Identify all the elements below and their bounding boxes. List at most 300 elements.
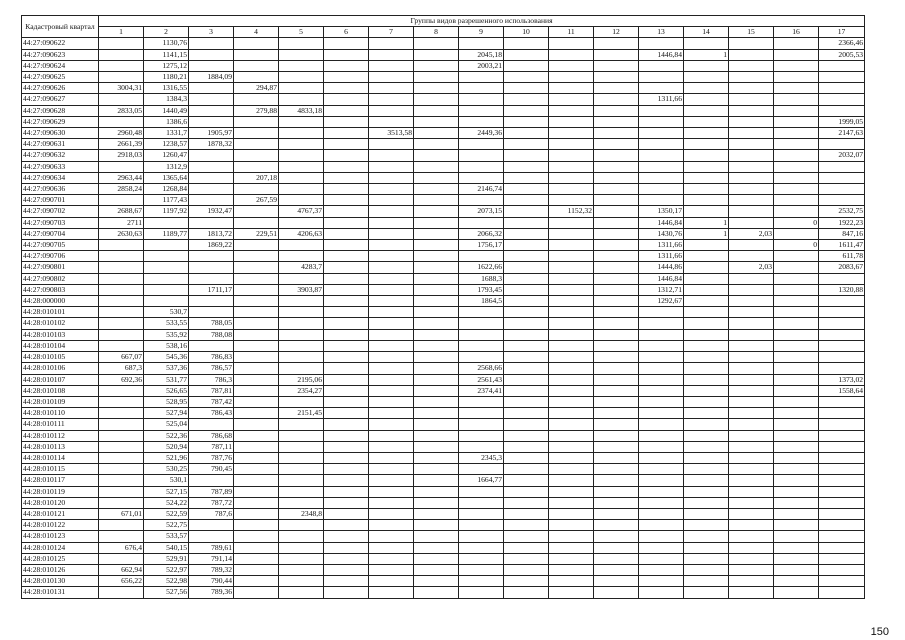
value-cell	[369, 273, 414, 284]
value-cell	[234, 464, 279, 475]
value-cell: 2073,15	[459, 206, 504, 217]
value-cell	[324, 475, 369, 486]
value-cell: 2348,8	[279, 508, 324, 519]
value-cell	[414, 430, 459, 441]
value-cell: 1756,17	[459, 240, 504, 251]
value-cell	[234, 576, 279, 587]
value-cell	[324, 329, 369, 340]
value-cell	[729, 240, 774, 251]
value-cell: 1180,21	[144, 72, 189, 83]
value-cell	[819, 172, 865, 183]
value-cell	[594, 262, 639, 273]
value-cell: 535,92	[144, 329, 189, 340]
value-cell	[594, 497, 639, 508]
value-cell: 1444,86	[639, 262, 684, 273]
value-cell	[549, 396, 594, 407]
cadastral-quarter-cell: 44:28:010107	[22, 374, 99, 385]
value-cell	[99, 318, 144, 329]
value-cell	[729, 564, 774, 575]
value-cell	[594, 564, 639, 575]
value-cell	[819, 296, 865, 307]
value-cell	[639, 430, 684, 441]
value-cell	[549, 273, 594, 284]
value-cell	[504, 161, 549, 172]
value-cell	[594, 475, 639, 486]
value-cell	[369, 363, 414, 374]
value-cell	[774, 464, 819, 475]
table-row	[22, 251, 865, 262]
value-cell	[144, 284, 189, 295]
value-cell	[189, 60, 234, 71]
value-cell	[234, 150, 279, 161]
value-cell	[369, 374, 414, 385]
value-cell: 1869,22	[189, 240, 234, 251]
value-cell	[324, 284, 369, 295]
value-cell	[549, 262, 594, 273]
value-cell	[189, 116, 234, 127]
value-cell	[504, 542, 549, 553]
value-cell	[729, 520, 774, 531]
value-cell	[774, 83, 819, 94]
table-row	[22, 172, 865, 183]
value-cell	[774, 340, 819, 351]
value-cell	[459, 553, 504, 564]
cadastral-quarter-cell: 44:28:010126	[22, 564, 99, 575]
value-cell: 1311,66	[639, 251, 684, 262]
value-cell	[324, 486, 369, 497]
value-cell	[549, 441, 594, 452]
value-cell	[684, 553, 729, 564]
value-cell	[324, 385, 369, 396]
value-cell	[459, 251, 504, 262]
cadastral-quarter-cell: 44:27:090628	[22, 105, 99, 116]
value-cell	[594, 49, 639, 60]
value-cell	[369, 408, 414, 419]
value-cell	[819, 475, 865, 486]
value-cell: 0	[774, 240, 819, 251]
value-cell	[279, 430, 324, 441]
value-cell	[459, 542, 504, 553]
value-cell	[684, 273, 729, 284]
value-cell	[279, 116, 324, 127]
value-cell	[279, 38, 324, 49]
value-cell	[459, 576, 504, 587]
value-cell	[774, 576, 819, 587]
cadastral-quarter-cell: 44:27:090630	[22, 128, 99, 139]
value-cell	[549, 296, 594, 307]
value-cell	[144, 217, 189, 228]
value-cell	[414, 150, 459, 161]
value-cell	[99, 116, 144, 127]
value-cell: 527,56	[144, 587, 189, 598]
value-cell	[459, 307, 504, 318]
value-cell	[189, 94, 234, 105]
value-cell	[189, 273, 234, 284]
value-cell	[639, 520, 684, 531]
value-cell	[684, 486, 729, 497]
value-cell	[774, 150, 819, 161]
value-cell	[774, 161, 819, 172]
value-cell	[99, 441, 144, 452]
value-cell	[594, 72, 639, 83]
value-cell	[729, 587, 774, 598]
value-cell: 522,75	[144, 520, 189, 531]
value-cell	[729, 542, 774, 553]
value-cell	[774, 553, 819, 564]
value-cell	[99, 38, 144, 49]
value-cell	[279, 83, 324, 94]
value-cell	[324, 150, 369, 161]
value-cell	[324, 576, 369, 587]
cadastral-quarter-cell: 44:27:090705	[22, 240, 99, 251]
value-cell	[369, 318, 414, 329]
value-cell	[369, 576, 414, 587]
value-cell	[324, 240, 369, 251]
group-number-header: 4	[234, 27, 279, 38]
value-cell	[594, 430, 639, 441]
value-cell	[369, 352, 414, 363]
value-cell	[324, 184, 369, 195]
value-cell	[234, 94, 279, 105]
table-row	[22, 564, 865, 575]
value-cell	[369, 251, 414, 262]
value-cell	[729, 307, 774, 318]
value-cell: 1446,84	[639, 49, 684, 60]
value-cell	[774, 374, 819, 385]
land-use-groups-table	[21, 15, 865, 599]
value-cell	[414, 576, 459, 587]
value-cell: 1440,49	[144, 105, 189, 116]
value-cell	[774, 49, 819, 60]
value-cell	[729, 363, 774, 374]
value-cell	[504, 72, 549, 83]
value-cell	[234, 38, 279, 49]
value-cell	[279, 587, 324, 598]
value-cell	[504, 329, 549, 340]
value-cell	[594, 363, 639, 374]
value-cell	[459, 340, 504, 351]
value-cell	[234, 475, 279, 486]
value-cell	[549, 340, 594, 351]
value-cell: 521,96	[144, 452, 189, 463]
table-row	[22, 475, 865, 486]
value-cell	[729, 72, 774, 83]
table-row	[22, 497, 865, 508]
value-cell	[729, 318, 774, 329]
table-row	[22, 542, 865, 553]
value-cell	[234, 128, 279, 139]
value-cell	[414, 374, 459, 385]
value-cell	[594, 60, 639, 71]
value-cell	[819, 497, 865, 508]
value-cell	[549, 116, 594, 127]
value-cell	[639, 531, 684, 542]
value-cell	[729, 161, 774, 172]
value-cell: 207,18	[234, 172, 279, 183]
value-cell	[684, 72, 729, 83]
value-cell	[594, 553, 639, 564]
value-cell: 2151,45	[279, 408, 324, 419]
value-cell	[459, 508, 504, 519]
value-cell	[504, 195, 549, 206]
value-cell	[684, 284, 729, 295]
value-cell	[504, 520, 549, 531]
value-cell	[369, 105, 414, 116]
value-cell: 676,4	[99, 542, 144, 553]
value-cell: 2345,3	[459, 452, 504, 463]
cadastral-quarter-cell: 44:27:090626	[22, 83, 99, 94]
value-cell: 1884,09	[189, 72, 234, 83]
value-cell	[279, 352, 324, 363]
table-row	[22, 161, 865, 172]
value-cell	[774, 105, 819, 116]
value-cell	[369, 296, 414, 307]
table-row	[22, 374, 865, 385]
value-cell	[99, 396, 144, 407]
value-cell	[684, 139, 729, 150]
group-number-header: 12	[594, 27, 639, 38]
value-cell	[594, 172, 639, 183]
value-cell	[414, 441, 459, 452]
value-cell	[819, 553, 865, 564]
value-cell: 527,15	[144, 486, 189, 497]
table-row	[22, 217, 865, 228]
value-cell	[324, 441, 369, 452]
value-cell	[279, 419, 324, 430]
value-cell	[639, 486, 684, 497]
value-cell	[594, 206, 639, 217]
table-row	[22, 340, 865, 351]
value-cell	[819, 464, 865, 475]
value-cell	[729, 408, 774, 419]
value-cell	[99, 251, 144, 262]
value-cell	[819, 329, 865, 340]
value-cell	[504, 419, 549, 430]
value-cell: 786,3	[189, 374, 234, 385]
value-cell	[639, 195, 684, 206]
value-cell	[279, 531, 324, 542]
value-cell	[324, 262, 369, 273]
group-number-header: 10	[504, 27, 549, 38]
value-cell	[504, 94, 549, 105]
value-cell	[234, 251, 279, 262]
value-cell	[594, 452, 639, 463]
value-cell	[684, 38, 729, 49]
value-cell	[774, 363, 819, 374]
value-cell: 1275,12	[144, 60, 189, 71]
value-cell	[774, 520, 819, 531]
table-row	[22, 296, 865, 307]
value-cell	[234, 441, 279, 452]
value-cell: 528,95	[144, 396, 189, 407]
value-cell	[279, 520, 324, 531]
value-cell: 2918,03	[99, 150, 144, 161]
value-cell	[504, 475, 549, 486]
value-cell	[684, 419, 729, 430]
value-cell	[459, 520, 504, 531]
value-cell	[144, 251, 189, 262]
value-cell	[504, 576, 549, 587]
cadastral-quarter-cell: 44:28:010117	[22, 475, 99, 486]
value-cell	[684, 352, 729, 363]
value-cell	[594, 251, 639, 262]
value-cell	[774, 94, 819, 105]
value-cell	[414, 161, 459, 172]
value-cell: 847,16	[819, 228, 865, 239]
value-cell	[369, 475, 414, 486]
value-cell	[594, 587, 639, 598]
value-cell	[774, 116, 819, 127]
cadastral-quarter-cell: 44:27:090702	[22, 206, 99, 217]
value-cell	[774, 587, 819, 598]
value-cell	[639, 172, 684, 183]
value-cell	[819, 161, 865, 172]
value-cell	[459, 464, 504, 475]
value-cell	[594, 217, 639, 228]
value-cell	[819, 195, 865, 206]
group-number-header: 6	[324, 27, 369, 38]
value-cell	[549, 172, 594, 183]
value-cell	[369, 217, 414, 228]
value-cell: 1932,47	[189, 206, 234, 217]
table-row	[22, 464, 865, 475]
value-cell	[774, 441, 819, 452]
value-cell	[459, 217, 504, 228]
cadastral-quarter-cell: 44:27:090633	[22, 161, 99, 172]
value-cell	[684, 161, 729, 172]
value-cell	[549, 217, 594, 228]
value-cell	[819, 408, 865, 419]
value-cell	[639, 542, 684, 553]
value-cell	[504, 486, 549, 497]
value-cell	[414, 329, 459, 340]
value-cell: 2354,27	[279, 385, 324, 396]
value-cell	[819, 83, 865, 94]
value-cell	[639, 385, 684, 396]
cadastral-quarter-cell: 44:28:010131	[22, 587, 99, 598]
cadastral-quarter-cell: 44:27:090706	[22, 251, 99, 262]
value-cell: 1268,84	[144, 184, 189, 195]
value-cell	[324, 217, 369, 228]
value-cell	[549, 128, 594, 139]
value-cell	[729, 430, 774, 441]
group-number-header: 15	[729, 27, 774, 38]
value-cell	[189, 217, 234, 228]
value-cell	[369, 206, 414, 217]
value-cell	[729, 296, 774, 307]
value-cell	[414, 184, 459, 195]
value-cell	[99, 475, 144, 486]
value-cell	[324, 340, 369, 351]
value-cell: 1311,66	[639, 94, 684, 105]
value-cell	[594, 464, 639, 475]
value-cell	[414, 363, 459, 374]
value-cell: 545,36	[144, 352, 189, 363]
value-cell	[189, 38, 234, 49]
value-cell	[729, 531, 774, 542]
value-cell	[819, 419, 865, 430]
value-cell	[594, 38, 639, 49]
value-cell	[279, 184, 324, 195]
value-cell: 1611,47	[819, 240, 865, 251]
value-cell	[819, 184, 865, 195]
value-cell	[99, 486, 144, 497]
value-cell	[99, 452, 144, 463]
value-cell	[459, 396, 504, 407]
table-row	[22, 576, 865, 587]
value-cell	[594, 531, 639, 542]
value-cell	[414, 564, 459, 575]
value-cell: 790,45	[189, 464, 234, 475]
value-cell	[819, 352, 865, 363]
value-cell	[234, 553, 279, 564]
value-cell: 1813,72	[189, 228, 234, 239]
cadastral-quarter-cell: 44:28:010115	[22, 464, 99, 475]
value-cell	[459, 430, 504, 441]
value-cell	[684, 564, 729, 575]
table-row	[22, 587, 865, 598]
value-cell: 1141,15	[144, 49, 189, 60]
value-cell: 1152,32	[549, 206, 594, 217]
value-cell: 1177,43	[144, 195, 189, 206]
value-cell: 1312,71	[639, 284, 684, 295]
value-cell	[819, 531, 865, 542]
value-cell	[639, 587, 684, 598]
value-cell	[549, 497, 594, 508]
cadastral-quarter-cell: 44:28:010114	[22, 452, 99, 463]
value-cell	[279, 441, 324, 452]
value-cell	[234, 72, 279, 83]
value-cell	[234, 329, 279, 340]
value-cell	[639, 553, 684, 564]
table-row	[22, 195, 865, 206]
value-cell	[684, 105, 729, 116]
value-cell	[504, 262, 549, 273]
value-cell	[369, 587, 414, 598]
value-cell	[234, 374, 279, 385]
value-cell	[639, 497, 684, 508]
value-cell	[414, 419, 459, 430]
value-cell	[324, 195, 369, 206]
value-cell	[459, 531, 504, 542]
group-number-header: 9	[459, 27, 504, 38]
value-cell: 3513,58	[369, 128, 414, 139]
value-cell	[369, 419, 414, 430]
cadastral-quarter-cell: 44:28:010106	[22, 363, 99, 374]
value-cell: 692,36	[99, 374, 144, 385]
value-cell	[234, 262, 279, 273]
value-cell: 2532,75	[819, 206, 865, 217]
value-cell	[459, 150, 504, 161]
value-cell	[504, 228, 549, 239]
value-cell	[594, 486, 639, 497]
value-cell	[639, 128, 684, 139]
value-cell	[189, 475, 234, 486]
value-cell: 790,44	[189, 576, 234, 587]
value-cell	[549, 352, 594, 363]
cadastral-quarter-cell: 44:28:010111	[22, 419, 99, 430]
value-cell	[549, 307, 594, 318]
value-cell	[504, 396, 549, 407]
value-cell: 2366,46	[819, 38, 865, 49]
value-cell	[729, 105, 774, 116]
value-cell	[774, 139, 819, 150]
group-number-header: 8	[414, 27, 459, 38]
value-cell	[99, 385, 144, 396]
cadastral-quarter-cell: 44:28:000000	[22, 296, 99, 307]
table-row	[22, 486, 865, 497]
value-cell	[549, 150, 594, 161]
